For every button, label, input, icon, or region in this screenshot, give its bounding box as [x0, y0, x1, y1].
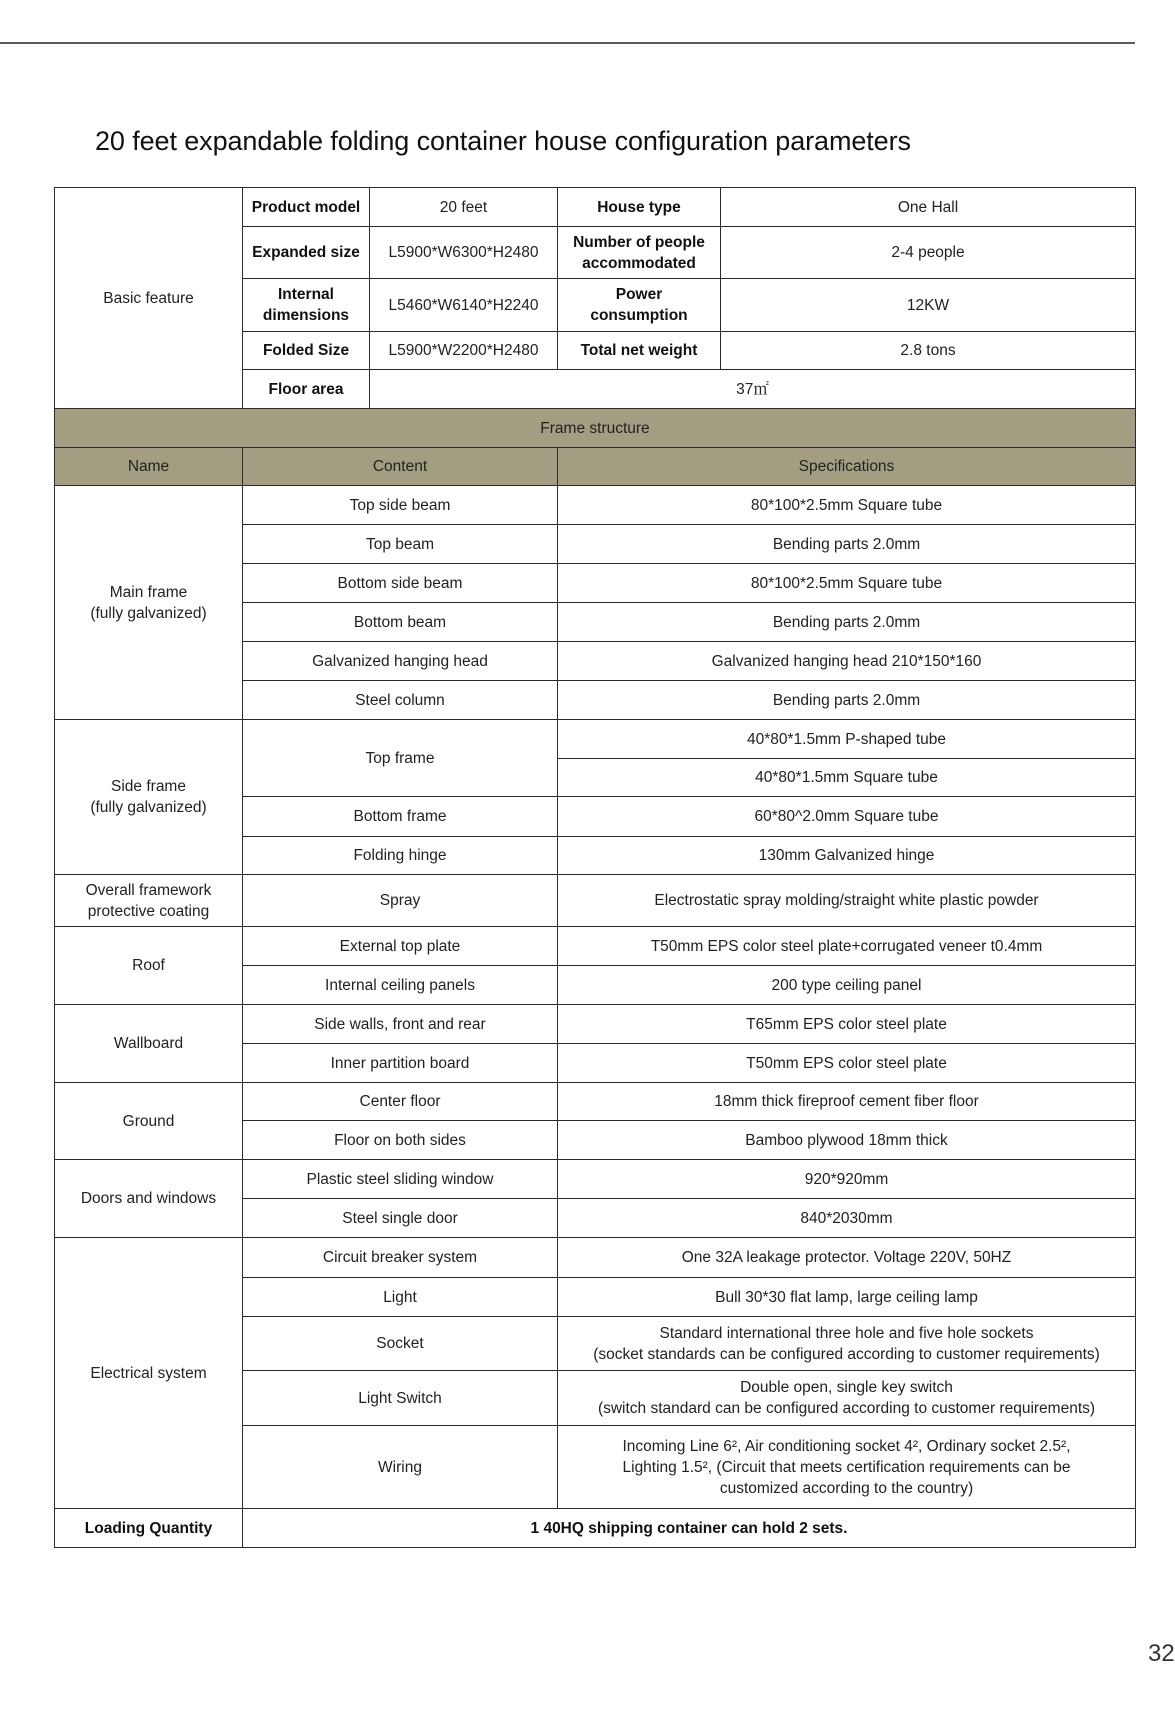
- wiring-spec-line2: Lighting 1.5², (Circuit that meets certification requirements can be: [622, 1458, 1071, 1476]
- spec-cell: 130mm Galvanized hinge: [558, 837, 1136, 875]
- table-row: [55, 927, 1136, 966]
- section-header-row: [55, 409, 1136, 448]
- content-cell: Top beam: [243, 525, 558, 564]
- content-cell: Spray: [243, 875, 558, 927]
- group-basic-feature: Basic feature: [55, 188, 243, 409]
- spec-cell: [558, 1371, 1136, 1426]
- table-row: [55, 1160, 1136, 1199]
- value-net-weight: 2.8 tons: [721, 332, 1136, 370]
- socket-spec-line2: (socket standards can be configured according to customer requirements): [593, 1345, 1100, 1363]
- spec-cell: Galvanized hanging head 210*150*160: [558, 642, 1136, 681]
- content-cell: Galvanized hanging head: [243, 642, 558, 681]
- label-floor-area: Floor area: [243, 370, 370, 409]
- label-people-line2: accommodated: [582, 254, 696, 272]
- spec-cell: [558, 1426, 1136, 1509]
- content-cell: Steel single door: [243, 1199, 558, 1238]
- group-wallboard: Wallboard: [55, 1005, 243, 1083]
- spec-cell: 80*100*2.5mm Square tube: [558, 564, 1136, 603]
- content-cell: Top side beam: [243, 486, 558, 525]
- spec-cell: T65mm EPS color steel plate: [558, 1005, 1136, 1044]
- page-number-clip: [1148, 1640, 1175, 1670]
- content-cell: Bottom frame: [243, 797, 558, 837]
- switch-spec-line2: (switch standard can be configured according to customer requirements): [597, 1400, 1096, 1417]
- spec-cell: Bending parts 2.0mm: [558, 603, 1136, 642]
- value-expanded-size: L5900*W6300*H2480: [370, 227, 558, 279]
- spec-cell: Bamboo plywood 18mm thick: [558, 1121, 1136, 1160]
- group-roof: Roof: [55, 927, 243, 1005]
- content-cell: Light Switch: [243, 1371, 558, 1426]
- page-number: 32: [1148, 1640, 1175, 1667]
- value-loading-quantity: 1 40HQ shipping container can hold 2 sets.: [243, 1509, 1136, 1548]
- group-side-frame-line2: (fully galvanized): [90, 799, 207, 816]
- table-row: [55, 1083, 1136, 1121]
- group-main-frame-line2: (fully galvanized): [90, 604, 207, 622]
- spec-cell: 60*80^2.0mm Square tube: [558, 797, 1136, 837]
- content-cell: Inner partition board: [243, 1044, 558, 1083]
- label-people: [558, 227, 721, 279]
- spec-cell: One 32A leakage protector. Voltage 220V, 50HZ: [558, 1238, 1136, 1278]
- group-protective-coating: [55, 875, 243, 927]
- content-cell: Center floor: [243, 1083, 558, 1121]
- label-internal-line1: Internal: [278, 286, 334, 303]
- column-header-specifications: Specifications: [558, 448, 1136, 486]
- value-floor-area: 37㎡: [370, 370, 1136, 409]
- content-cell: Side walls, front and rear: [243, 1005, 558, 1044]
- content-cell: Wiring: [243, 1426, 558, 1509]
- spec-cell: Bending parts 2.0mm: [558, 525, 1136, 564]
- content-cell: Folding hinge: [243, 837, 558, 875]
- table-row: [55, 486, 1136, 525]
- spec-cell: [558, 1317, 1136, 1371]
- label-internal-dimensions: [243, 279, 370, 332]
- table-row: [55, 875, 1136, 927]
- spec-cell: 200 type ceiling panel: [558, 966, 1136, 1005]
- content-cell: Light: [243, 1278, 558, 1317]
- group-main-frame: [55, 486, 243, 720]
- table-row: [55, 720, 1136, 759]
- spec-cell: 40*80*1.5mm Square tube: [558, 759, 1136, 797]
- page-title: 20 feet expandable folding container house configuration parameters: [95, 126, 911, 156]
- section-frame-structure: Frame structure: [55, 409, 1136, 448]
- label-power-line1: Power: [615, 286, 663, 303]
- wiring-spec-line1: Incoming Line 6², Air conditioning socket 4², Ordinary socket 2.5²,: [622, 1437, 1071, 1455]
- socket-spec-line1: Standard international three hole and five hole sockets: [659, 1324, 1034, 1342]
- spec-cell: T50mm EPS color steel plate+corrugated veneer t0.4mm: [558, 927, 1136, 966]
- label-house-type: House type: [558, 188, 721, 227]
- column-header-row: [55, 448, 1136, 486]
- configuration-table: [54, 187, 1136, 1548]
- content-cell: Plastic steel sliding window: [243, 1160, 558, 1199]
- content-cell: Floor on both sides: [243, 1121, 558, 1160]
- group-coating-line1: Overall framework: [85, 881, 212, 899]
- value-folded-size: L5900*W2200*H2480: [370, 332, 558, 370]
- switch-spec-line1: Double open, single key switch: [740, 1379, 953, 1396]
- spec-cell: Bending parts 2.0mm: [558, 681, 1136, 720]
- label-internal-line2: dimensions: [262, 307, 350, 324]
- group-electrical-system: Electrical system: [55, 1238, 243, 1509]
- column-header-name: Name: [55, 448, 243, 486]
- content-cell: Bottom side beam: [243, 564, 558, 603]
- spec-cell: 840*2030mm: [558, 1199, 1136, 1238]
- label-power-line2: consumption: [590, 307, 688, 324]
- label-expanded-size: Expanded size: [243, 227, 370, 279]
- group-side-frame: [55, 720, 243, 875]
- table-row: [55, 188, 1136, 227]
- value-people: 2-4 people: [721, 227, 1136, 279]
- content-cell: Bottom beam: [243, 603, 558, 642]
- table-row: [55, 1509, 1136, 1548]
- spec-cell: 920*920mm: [558, 1160, 1136, 1199]
- label-people-line1: Number of people: [573, 233, 705, 251]
- value-power: 12KW: [721, 279, 1136, 332]
- wiring-spec-line3: customized according to the country): [719, 1479, 974, 1497]
- label-folded-size: Folded Size: [243, 332, 370, 370]
- content-cell: External top plate: [243, 927, 558, 966]
- content-cell: Circuit breaker system: [243, 1238, 558, 1278]
- label-loading-quantity: Loading Quantity: [55, 1509, 243, 1548]
- label-product-model: Product model: [243, 188, 370, 227]
- label-net-weight: Total net weight: [558, 332, 721, 370]
- content-cell: Internal ceiling panels: [243, 966, 558, 1005]
- group-doors-windows: Doors and windows: [55, 1160, 243, 1238]
- value-product-model: 20 feet: [370, 188, 558, 227]
- group-coating-line2: protective coating: [87, 902, 210, 920]
- content-cell: Socket: [243, 1317, 558, 1371]
- group-main-frame-line1: Main frame: [109, 583, 188, 601]
- content-cell: Steel column: [243, 681, 558, 720]
- column-header-content: Content: [243, 448, 558, 486]
- content-cell-top-frame: Top frame: [243, 720, 558, 797]
- spec-cell: Bull 30*30 flat lamp, large ceiling lamp: [558, 1278, 1136, 1317]
- table-row: [55, 1238, 1136, 1278]
- value-internal-dimensions: L5460*W6140*H2240: [370, 279, 558, 332]
- spec-cell: 80*100*2.5mm Square tube: [558, 486, 1136, 525]
- spec-cell: T50mm EPS color steel plate: [558, 1044, 1136, 1083]
- value-house-type: One Hall: [721, 188, 1136, 227]
- group-ground: Ground: [55, 1083, 243, 1160]
- table-row: [55, 1005, 1136, 1044]
- label-power: [558, 279, 721, 332]
- group-side-frame-line1: Side frame: [111, 778, 186, 795]
- spec-cell: 18mm thick fireproof cement fiber floor: [558, 1083, 1136, 1121]
- top-rule: [0, 42, 1135, 44]
- spec-cell: 40*80*1.5mm P-shaped tube: [558, 720, 1136, 759]
- spec-cell: Electrostatic spray molding/straight white plastic powder: [558, 875, 1136, 927]
